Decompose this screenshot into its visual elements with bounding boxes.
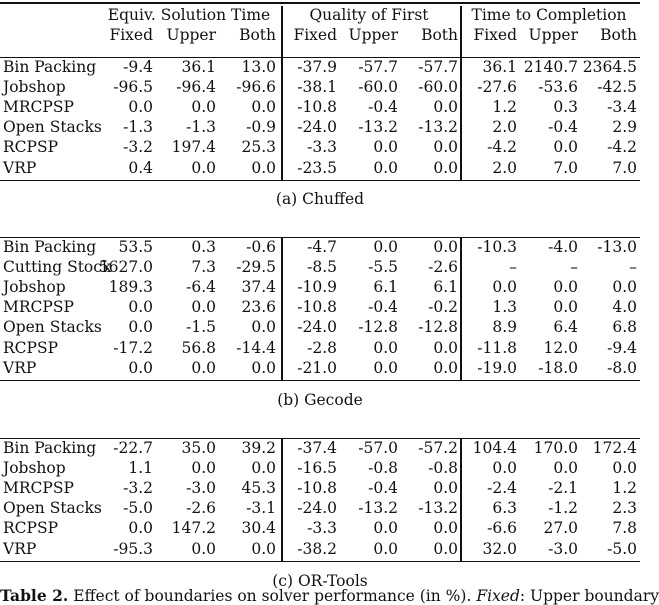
table-cell: -1.3 [186, 118, 216, 137]
table-cell: -3.2 [123, 138, 153, 157]
table-cell: 7.3 [191, 258, 216, 277]
table-cell: -6.4 [186, 278, 216, 297]
sub-header: Fixed [109, 26, 153, 44]
table-cell: 0.0 [612, 278, 637, 297]
table-cell: 0.0 [128, 298, 153, 317]
table-cell: -3.1 [246, 499, 276, 518]
table-cell: -0.9 [246, 118, 276, 137]
table-cell: 2.0 [492, 158, 517, 177]
table-cell: -0.4 [368, 298, 398, 317]
table-cell: -0.4 [548, 118, 578, 137]
header-top-rule [0, 2, 640, 4]
table-cell: 12.0 [543, 338, 578, 357]
table-cell: 36.1 [181, 58, 216, 76]
table-cell: 53.5 [118, 238, 153, 256]
table-cell: -60.0 [418, 78, 458, 97]
table-cell: -0.8 [428, 459, 458, 478]
table-cell: -0.6 [246, 238, 276, 256]
table-cell: 0.0 [191, 358, 216, 377]
row-label: RCPSP [3, 138, 59, 157]
table-cell: 0.3 [191, 238, 216, 256]
table-cell: 0.0 [191, 298, 216, 317]
table-cell: 2.9 [612, 118, 637, 137]
table-cell: – [629, 258, 637, 277]
table-cell: 1.3 [492, 298, 517, 317]
table-cell: 6.1 [433, 278, 458, 297]
table-cell: 4.0 [612, 298, 637, 317]
row-label: Bin Packing [3, 238, 97, 256]
table-cell: -23.5 [297, 158, 337, 177]
table-cell: 0.0 [433, 338, 458, 357]
table-cell: 197.4 [171, 138, 216, 157]
table-cell: 45.3 [241, 479, 276, 498]
table-cell: -5.5 [368, 258, 398, 277]
row-label: Jobshop [3, 278, 66, 297]
sub-header: Both [421, 26, 458, 44]
table-cell: 0.0 [251, 318, 276, 337]
table-cell: -4.7 [307, 238, 337, 256]
table-cell: 172.4 [592, 439, 637, 457]
table-cell: 6.1 [373, 278, 398, 297]
table-cell: 0.0 [373, 519, 398, 538]
row-label: Jobshop [3, 459, 66, 478]
table-cell: 36.1 [482, 58, 517, 76]
table-cell: -8.5 [307, 258, 337, 277]
table-cell: -8.0 [607, 358, 637, 377]
table-cell: -12.8 [358, 318, 398, 337]
table-caption: (c) OR-Tools [272, 572, 368, 590]
column-separator [281, 439, 283, 561]
table-cell: 1.1 [128, 459, 153, 478]
row-label: Open Stacks [3, 318, 102, 337]
table-cell: 0.0 [251, 539, 276, 558]
table-cell: 23.6 [241, 298, 276, 317]
sub-header: Upper [348, 26, 398, 44]
table-cell: 0.0 [433, 519, 458, 538]
table-cell: 0.0 [191, 459, 216, 478]
table-cell: 32.0 [482, 539, 517, 558]
row-label: Open Stacks [3, 118, 102, 137]
table-cell: -57.7 [418, 58, 458, 76]
table-cell: -9.4 [607, 338, 637, 357]
table-cell: -3.4 [607, 98, 637, 117]
table-cell: 0.0 [251, 459, 276, 478]
table-cell: 7.0 [553, 158, 578, 177]
table-cell: 0.0 [191, 539, 216, 558]
table-cell: 0.0 [433, 138, 458, 157]
table-cell: 0.0 [373, 158, 398, 177]
table-cell: -96.4 [176, 78, 216, 97]
row-label: VRP [3, 158, 37, 177]
table-cell: 6.4 [553, 318, 578, 337]
footnote-rest: : Upper boundary [519, 587, 659, 605]
column-separator [281, 6, 283, 180]
table-cell: 0.0 [373, 358, 398, 377]
table-cell: 0.0 [492, 459, 517, 478]
table-cell: 0.0 [553, 459, 578, 478]
table-cell: 13.0 [241, 58, 276, 76]
table-cell: -17.2 [113, 338, 153, 357]
table-cell: -0.4 [368, 479, 398, 498]
table-cell: -5.0 [607, 539, 637, 558]
table-cell: -2.6 [428, 258, 458, 277]
table-cell: -57.2 [418, 439, 458, 457]
table-footnote [0, 586, 659, 605]
row-label: VRP [3, 539, 37, 558]
table-cell: -3.3 [307, 519, 337, 538]
table-cell: 6.8 [612, 318, 637, 337]
row-label: VRP [3, 358, 37, 377]
table-cell: -10.8 [297, 479, 337, 498]
table-bottom-rule [0, 561, 640, 563]
table-cell: 25.3 [241, 138, 276, 157]
table-cell: 1.2 [612, 479, 637, 498]
table-cell: -13.0 [597, 238, 637, 256]
row-label: Cutting Stock [3, 258, 112, 277]
table-cell: -1.3 [123, 118, 153, 137]
table-cell: 0.0 [612, 459, 637, 478]
table-cell: -24.0 [297, 318, 337, 337]
table-cell: 1.2 [492, 98, 517, 117]
table-cell: 6.3 [492, 499, 517, 518]
sub-header: Fixed [473, 26, 517, 44]
table-cell: -10.8 [297, 298, 337, 317]
table-cell: -13.2 [418, 499, 458, 518]
sub-header: Upper [528, 26, 578, 44]
sub-header: Upper [166, 26, 216, 44]
table-cell: 39.2 [241, 439, 276, 457]
table-cell: -2.4 [487, 479, 517, 498]
table-cell: -22.7 [113, 439, 153, 457]
table-cell: -95.3 [113, 539, 153, 558]
table-cell: 0.0 [373, 138, 398, 157]
table-cell: -3.0 [186, 479, 216, 498]
table-cell: 0.0 [553, 298, 578, 317]
row-label: MRCPSP [3, 479, 74, 498]
table-cell: 0.0 [433, 479, 458, 498]
table-cell: -18.0 [538, 358, 578, 377]
row-label: RCPSP [3, 338, 59, 357]
column-separator [460, 238, 462, 380]
table-cell: -10.9 [297, 278, 337, 297]
table-cell: 7.0 [612, 158, 637, 177]
table-cell: -57.0 [358, 439, 398, 457]
table-cell: 0.0 [433, 539, 458, 558]
column-separator [281, 238, 283, 380]
table-cell: 27.0 [543, 519, 578, 538]
table-cell: 0.0 [433, 238, 458, 256]
table-cell: 0.0 [191, 158, 216, 177]
table-cell: -11.8 [477, 338, 517, 357]
row-label: Open Stacks [3, 499, 102, 518]
table-cell: -24.0 [297, 118, 337, 137]
table-cell: -9.4 [123, 58, 153, 76]
table-cell: -12.8 [418, 318, 458, 337]
table-cell: -3.0 [548, 539, 578, 558]
table-cell: 0.4 [128, 158, 153, 177]
table-cell: -2.8 [307, 338, 337, 357]
table-cell: 0.0 [433, 158, 458, 177]
table-cell: -21.0 [297, 358, 337, 377]
table-cell: -3.2 [123, 479, 153, 498]
table-bottom-rule [0, 180, 640, 182]
table-cell: -96.5 [113, 78, 153, 97]
table-cell: -4.0 [548, 238, 578, 256]
table-cell: -16.5 [297, 459, 337, 478]
table-cell: 0.0 [128, 358, 153, 377]
table-cell: -10.3 [477, 238, 517, 256]
table-cell: 0.0 [433, 98, 458, 117]
table-cell: 0.0 [251, 358, 276, 377]
table-cell: -1.2 [548, 499, 578, 518]
table-cell: 8.9 [492, 318, 517, 337]
table-bottom-rule [0, 380, 640, 382]
table-cell: -10.8 [297, 98, 337, 117]
table-cell: -2.6 [186, 499, 216, 518]
table-cell: -4.2 [607, 138, 637, 157]
table-cell: 0.0 [128, 98, 153, 117]
table-cell: -0.2 [428, 298, 458, 317]
table-cell: -0.4 [368, 98, 398, 117]
table-cell: 0.0 [553, 278, 578, 297]
group-header-1: Quality of First [309, 6, 429, 24]
table-cell: 104.4 [472, 439, 517, 457]
table-cell: – [509, 258, 517, 277]
table-cell: 0.0 [128, 318, 153, 337]
table-cell: 5627.0 [98, 258, 153, 277]
table-cell: 56.8 [181, 338, 216, 357]
table-cell: -19.0 [477, 358, 517, 377]
column-separator [460, 439, 462, 561]
table-cell: -27.6 [477, 78, 517, 97]
table-cell: 170.0 [533, 439, 578, 457]
table-cell: -14.4 [236, 338, 276, 357]
table-cell: 0.0 [373, 539, 398, 558]
table-cell: -38.2 [297, 539, 337, 558]
table-cell: 147.2 [171, 519, 216, 538]
table-cell: -29.5 [236, 258, 276, 277]
table-cell: 0.0 [433, 358, 458, 377]
table-cell: -24.0 [297, 499, 337, 518]
table-cell: 0.0 [251, 158, 276, 177]
row-label: MRCPSP [3, 298, 74, 317]
row-label: MRCPSP [3, 98, 74, 117]
sub-header: Both [600, 26, 637, 44]
table-caption: (a) Chuffed [275, 190, 365, 208]
table-cell: 2364.5 [582, 58, 637, 76]
table-cell: 35.0 [181, 439, 216, 457]
table-cell: 0.0 [191, 98, 216, 117]
table-cell: 0.0 [373, 338, 398, 357]
table-cell: 189.3 [108, 278, 153, 297]
row-label: RCPSP [3, 519, 59, 538]
row-label: Jobshop [3, 78, 66, 97]
table-cell: 0.0 [251, 98, 276, 117]
table-cell: -60.0 [358, 78, 398, 97]
group-header-2: Time to Completion [471, 6, 627, 24]
table-cell: -6.6 [487, 519, 517, 538]
table-cell: -42.5 [597, 78, 637, 97]
table-cell: -5.0 [123, 499, 153, 518]
table-cell: 30.4 [241, 519, 276, 538]
table-caption: (b) Gecode [277, 391, 363, 409]
footnote-label: Table 2. [0, 586, 69, 605]
table-cell: 2140.7 [523, 58, 578, 76]
group-header-0: Equiv. Solution Time [107, 6, 271, 24]
table-cell: – [570, 258, 578, 277]
table-cell: 2.3 [612, 499, 637, 518]
table-cell: 0.0 [492, 278, 517, 297]
table-cell: -13.2 [418, 118, 458, 137]
table-cell: -37.4 [297, 439, 337, 457]
table-cell: -13.2 [358, 118, 398, 137]
table-cell: -2.1 [548, 479, 578, 498]
table-cell: -96.6 [236, 78, 276, 97]
row-label: Bin Packing [3, 439, 97, 457]
table-cell: -37.9 [297, 58, 337, 76]
table-cell: 7.8 [612, 519, 637, 538]
table-cell: -1.5 [186, 318, 216, 337]
table-cell: 0.3 [553, 98, 578, 117]
table-cell: -3.3 [307, 138, 337, 157]
table-cell: -4.2 [487, 138, 517, 157]
table-cell: -38.1 [297, 78, 337, 97]
sub-header: Both [239, 26, 276, 44]
footnote-italic: Fixed [476, 587, 520, 605]
table-cell: 0.0 [553, 138, 578, 157]
footnote-text: Effect of boundaries on solver performance (in %). [68, 587, 477, 605]
table-cell: 2.0 [492, 118, 517, 137]
table-cell: 37.4 [241, 278, 276, 297]
row-label: Bin Packing [3, 58, 97, 76]
table-cell: 0.0 [128, 519, 153, 538]
sub-header: Fixed [293, 26, 337, 44]
table-cell: -0.8 [368, 459, 398, 478]
table-cell: 0.0 [373, 238, 398, 256]
table-cell: -53.6 [538, 78, 578, 97]
column-separator [460, 6, 462, 180]
table-cell: -57.7 [358, 58, 398, 76]
table-cell: -13.2 [358, 499, 398, 518]
